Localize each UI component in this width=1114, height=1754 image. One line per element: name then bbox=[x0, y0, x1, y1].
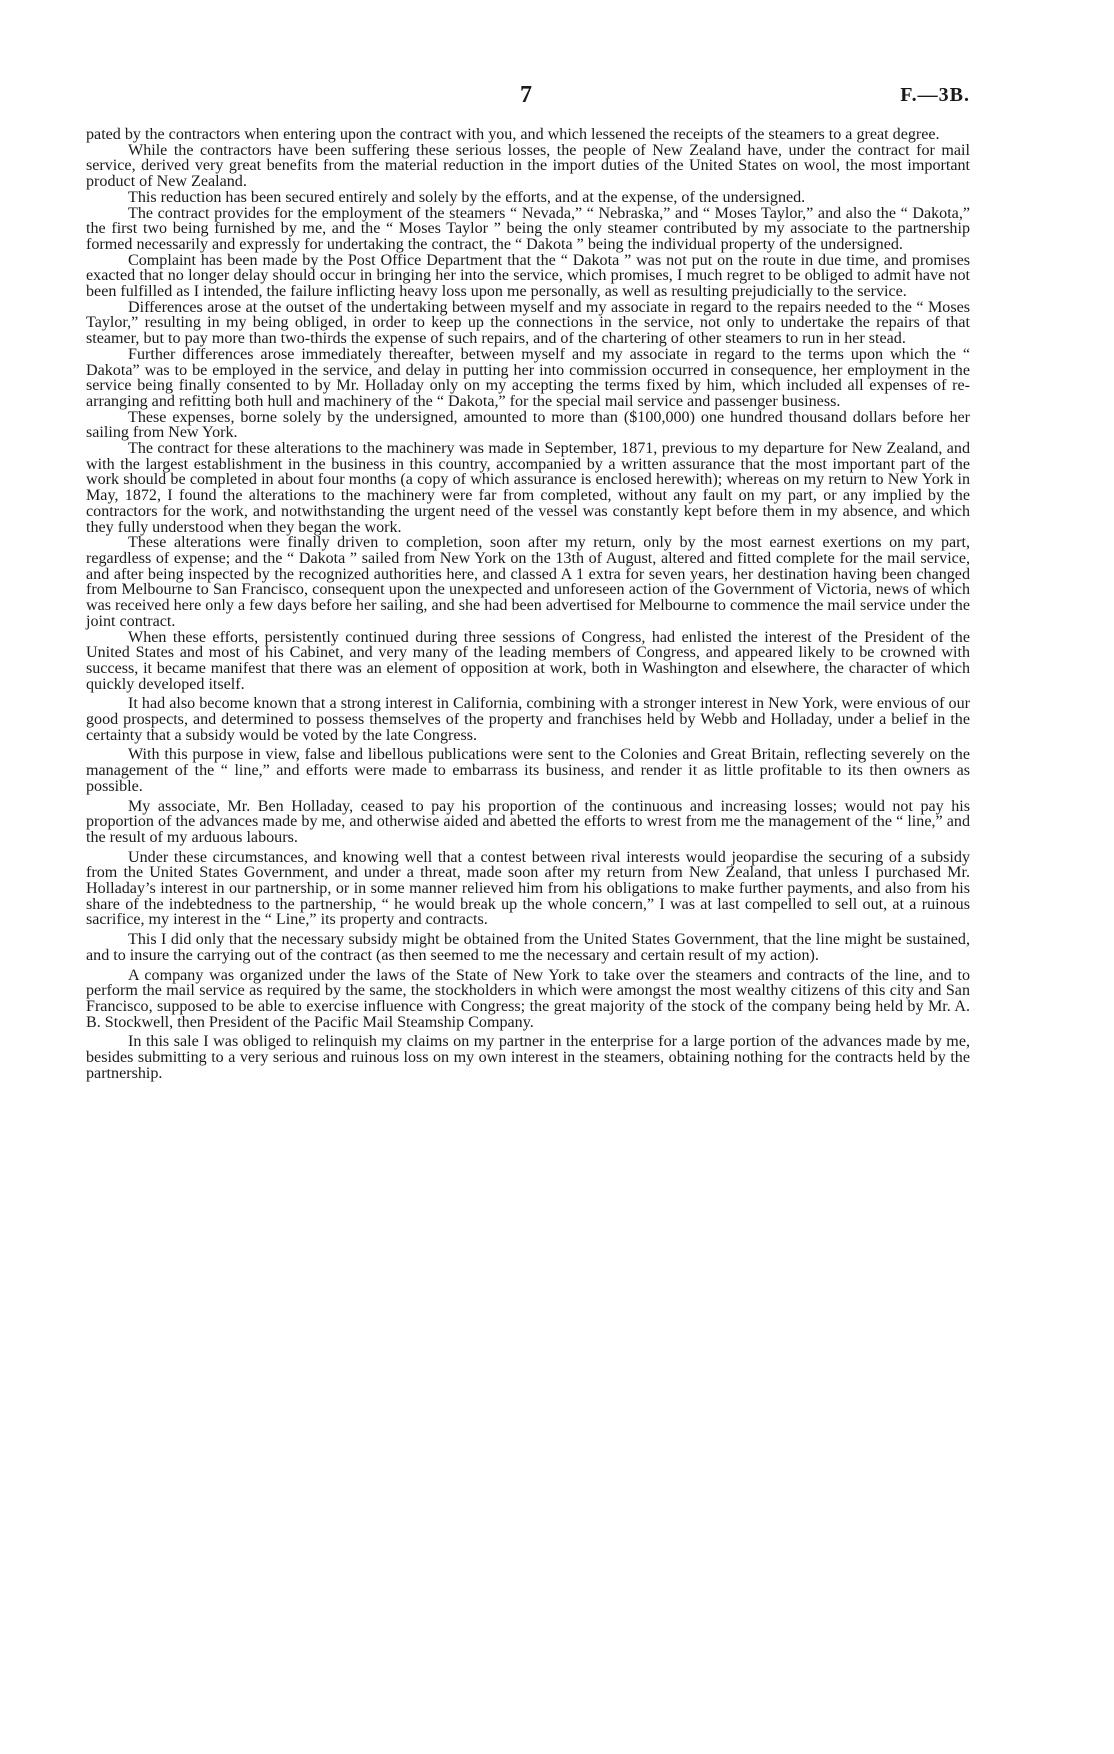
paragraph: These expenses, borne solely by the undersigned, amounted to more than ($100,000) one hundred thousand dollars before her sailing from New York. bbox=[86, 408, 970, 442]
paragraph: When these efforts, persistently continued during three sessions of Congress, had enlisted the interest of the President of the United States and most of his Cabinet, and very many of the leading members of Congress, and appeared likely to be crowned with success, it became manifest that there was an element of opposition at work, both in Washington and elsewhere, the character of which quickly developed itself. bbox=[86, 628, 970, 693]
paragraph: These alterations were finally driven to completion, soon after my return, only by the most earnest exertions on my part, regardless of expense; and the “ Dakota ” sailed from New York on the 13th of August, altered and fitted complete for the mail service, and after being inspected by the recognized authorities here, and classed A 1 extra for seven years, her destination having been changed from Melbourne to San Francisco, consequent upon the unexpected and unforeseen action of the Government of Victoria, news of which was received here only a few days before her sailing, and she had been advertised for Melbourne to commence the mail service under the joint contract. bbox=[86, 534, 970, 630]
paragraph: Under these circumstances, and knowing well that a contest between rival interests would jeopardise the securing of a subsidy from the United States Government, and under a threat, made soon after my return from New Zealand, that unless I purchased Mr. Holladay’s interest in our partnership, or in some manner relieved him from his obligations to make further payments, and also from his share of the indebtedness to the partnership, “ he would break up the whole concern,” I was at last compelled to sell out, at a ruinous sacrifice, my interest in the “ Line,” its property and contracts. bbox=[86, 848, 970, 929]
paragraph: In this sale I was obliged to relinquish my claims on my partner in the enterprise for a large portion of the advances made by me, besides submitting to a very serious and ruinous loss on my own interest in the steamers, obtaining nothing for the contracts held by the partnership. bbox=[86, 1033, 970, 1082]
paragraph: This reduction has been secured entirely and solely by the efforts, and at the expense, of the undersigned. bbox=[128, 188, 806, 206]
paragraph: This I did only that the necessary subsidy might be obtained from the United States Government, that the line might be sustained, and to insure the carrying out of the contract (as then seemed to me the necessary and certain result of my action). bbox=[86, 931, 970, 964]
paragraph: It had also become known that a strong interest in California, combining with a stronger interest in New York, were envious of our good prospects, and determined to possess themselves of the property and franchises held by Webb and Holladay, under a belief in the certainty that a subsidy would be voted by the late Congress. bbox=[86, 695, 970, 744]
paragraph: Complaint has been made by the Post Office Department that the “ Dakota ” was not put on the route in due time, and promises exacted that no longer delay should occur in bringing her into the service, which promises, I much regret to be obliged to admit have not been fulfilled as I intended, the failure inflicting heavy loss upon me personally, as well as resulting prejudicially to the service. bbox=[86, 251, 970, 301]
paragraph: Differences arose at the outset of the undertaking between myself and my associate in regard to the repairs needed to the “ Moses Taylor,” resulting in my being obliged, in order to keep up the connections in the service, not only to undertake the repairs of that steamer, but to pay more than two-thirds the expense of such repairs, and of the chartering of other steamers to run in her stead. bbox=[86, 298, 970, 348]
page-number: 7 bbox=[520, 82, 532, 108]
document-reference: F.—3B. bbox=[900, 84, 970, 106]
paragraph: pated by the contractors when entering upon the contract with you, and which lessened the receipts of the steamers to a great degree. bbox=[86, 126, 940, 143]
paragraph: My associate, Mr. Ben Holladay, ceased to pay his proportion of the continuous and increasing losses; would not pay his proportion of the advances made by me, and otherwise aided and abetted the efforts to wrest from me the management of the “ line,” and the result of my arduous labours. bbox=[86, 797, 970, 846]
paragraph: With this purpose in view, false and libellous publications were sent to the Colonies and Great Britain, reflecting severely on the management of the “ line,” and efforts were made to embarrass its business, and render it as little profitable to its then owners as possible. bbox=[86, 746, 970, 795]
page-header bbox=[86, 82, 970, 122]
paragraph: The contract provides for the employment of the steamers “ Nevada,” “ Nebraska,” and “ Moses Taylor,” and also the “ Dakota,” the first two being furnished by me, and the “ Moses Taylor ” being the only steamer contributed by my associate to the partnership formed necessarily and expressly for undertaking the contract, the “ Dakota ” being the individual property of the undersigned. bbox=[86, 204, 970, 253]
document-page bbox=[86, 82, 970, 1732]
paragraph: The contract for these alterations to the machinery was made in September, 1871, previous to my departure for New Zealand, and with the largest establishment in the business in this country, accompanied by a written assurance that the most important part of the work should be completed in about four months (a copy of which assurance is enclosed herewith); whereas on my return to New York in May, 1872, I found the alterations to the machinery were far from completed, without any fault on my part, or any implied by the contractors for the work, and notwithstanding the urgent need of the vessel was constantly kept before them in my absence, and which they fully understood when they began the work. bbox=[86, 440, 970, 536]
paragraph: Further differences arose immediately thereafter, between myself and my associate in regard to the terms upon which the “ Dakota” was to be employed in the service, and delay in putting her into commission occurred in consequence, her employment in the service being finally consented to by Mr. Holladay only on my accepting the terms fixed by him, which included all expenses of re-arranging and refitting both hull and machinery of the “ Dakota,” for the special mail service and passenger business. bbox=[86, 345, 970, 410]
paragraph: A company was organized under the laws of the State of New York to take over the steamers and contracts of the line, and to perform the mail service as required by the same, the stockholders in which were amongst the most wealthy citizens of this city and San Francisco, supposed to be able to exercise influence with Congress; the great majority of the stock of the company being held by Mr. A. B. Stockwell, then President of the Pacific Mail Steamship Company. bbox=[86, 966, 970, 1031]
paragraph: While the contractors have been suffering these serious losses, the people of New Zealand have, under the contract for mail service, derived very great benefits from the material reduction in the import duties of the United States on wool, the most important product of New Zealand. bbox=[86, 141, 970, 191]
body-text bbox=[86, 127, 970, 1081]
